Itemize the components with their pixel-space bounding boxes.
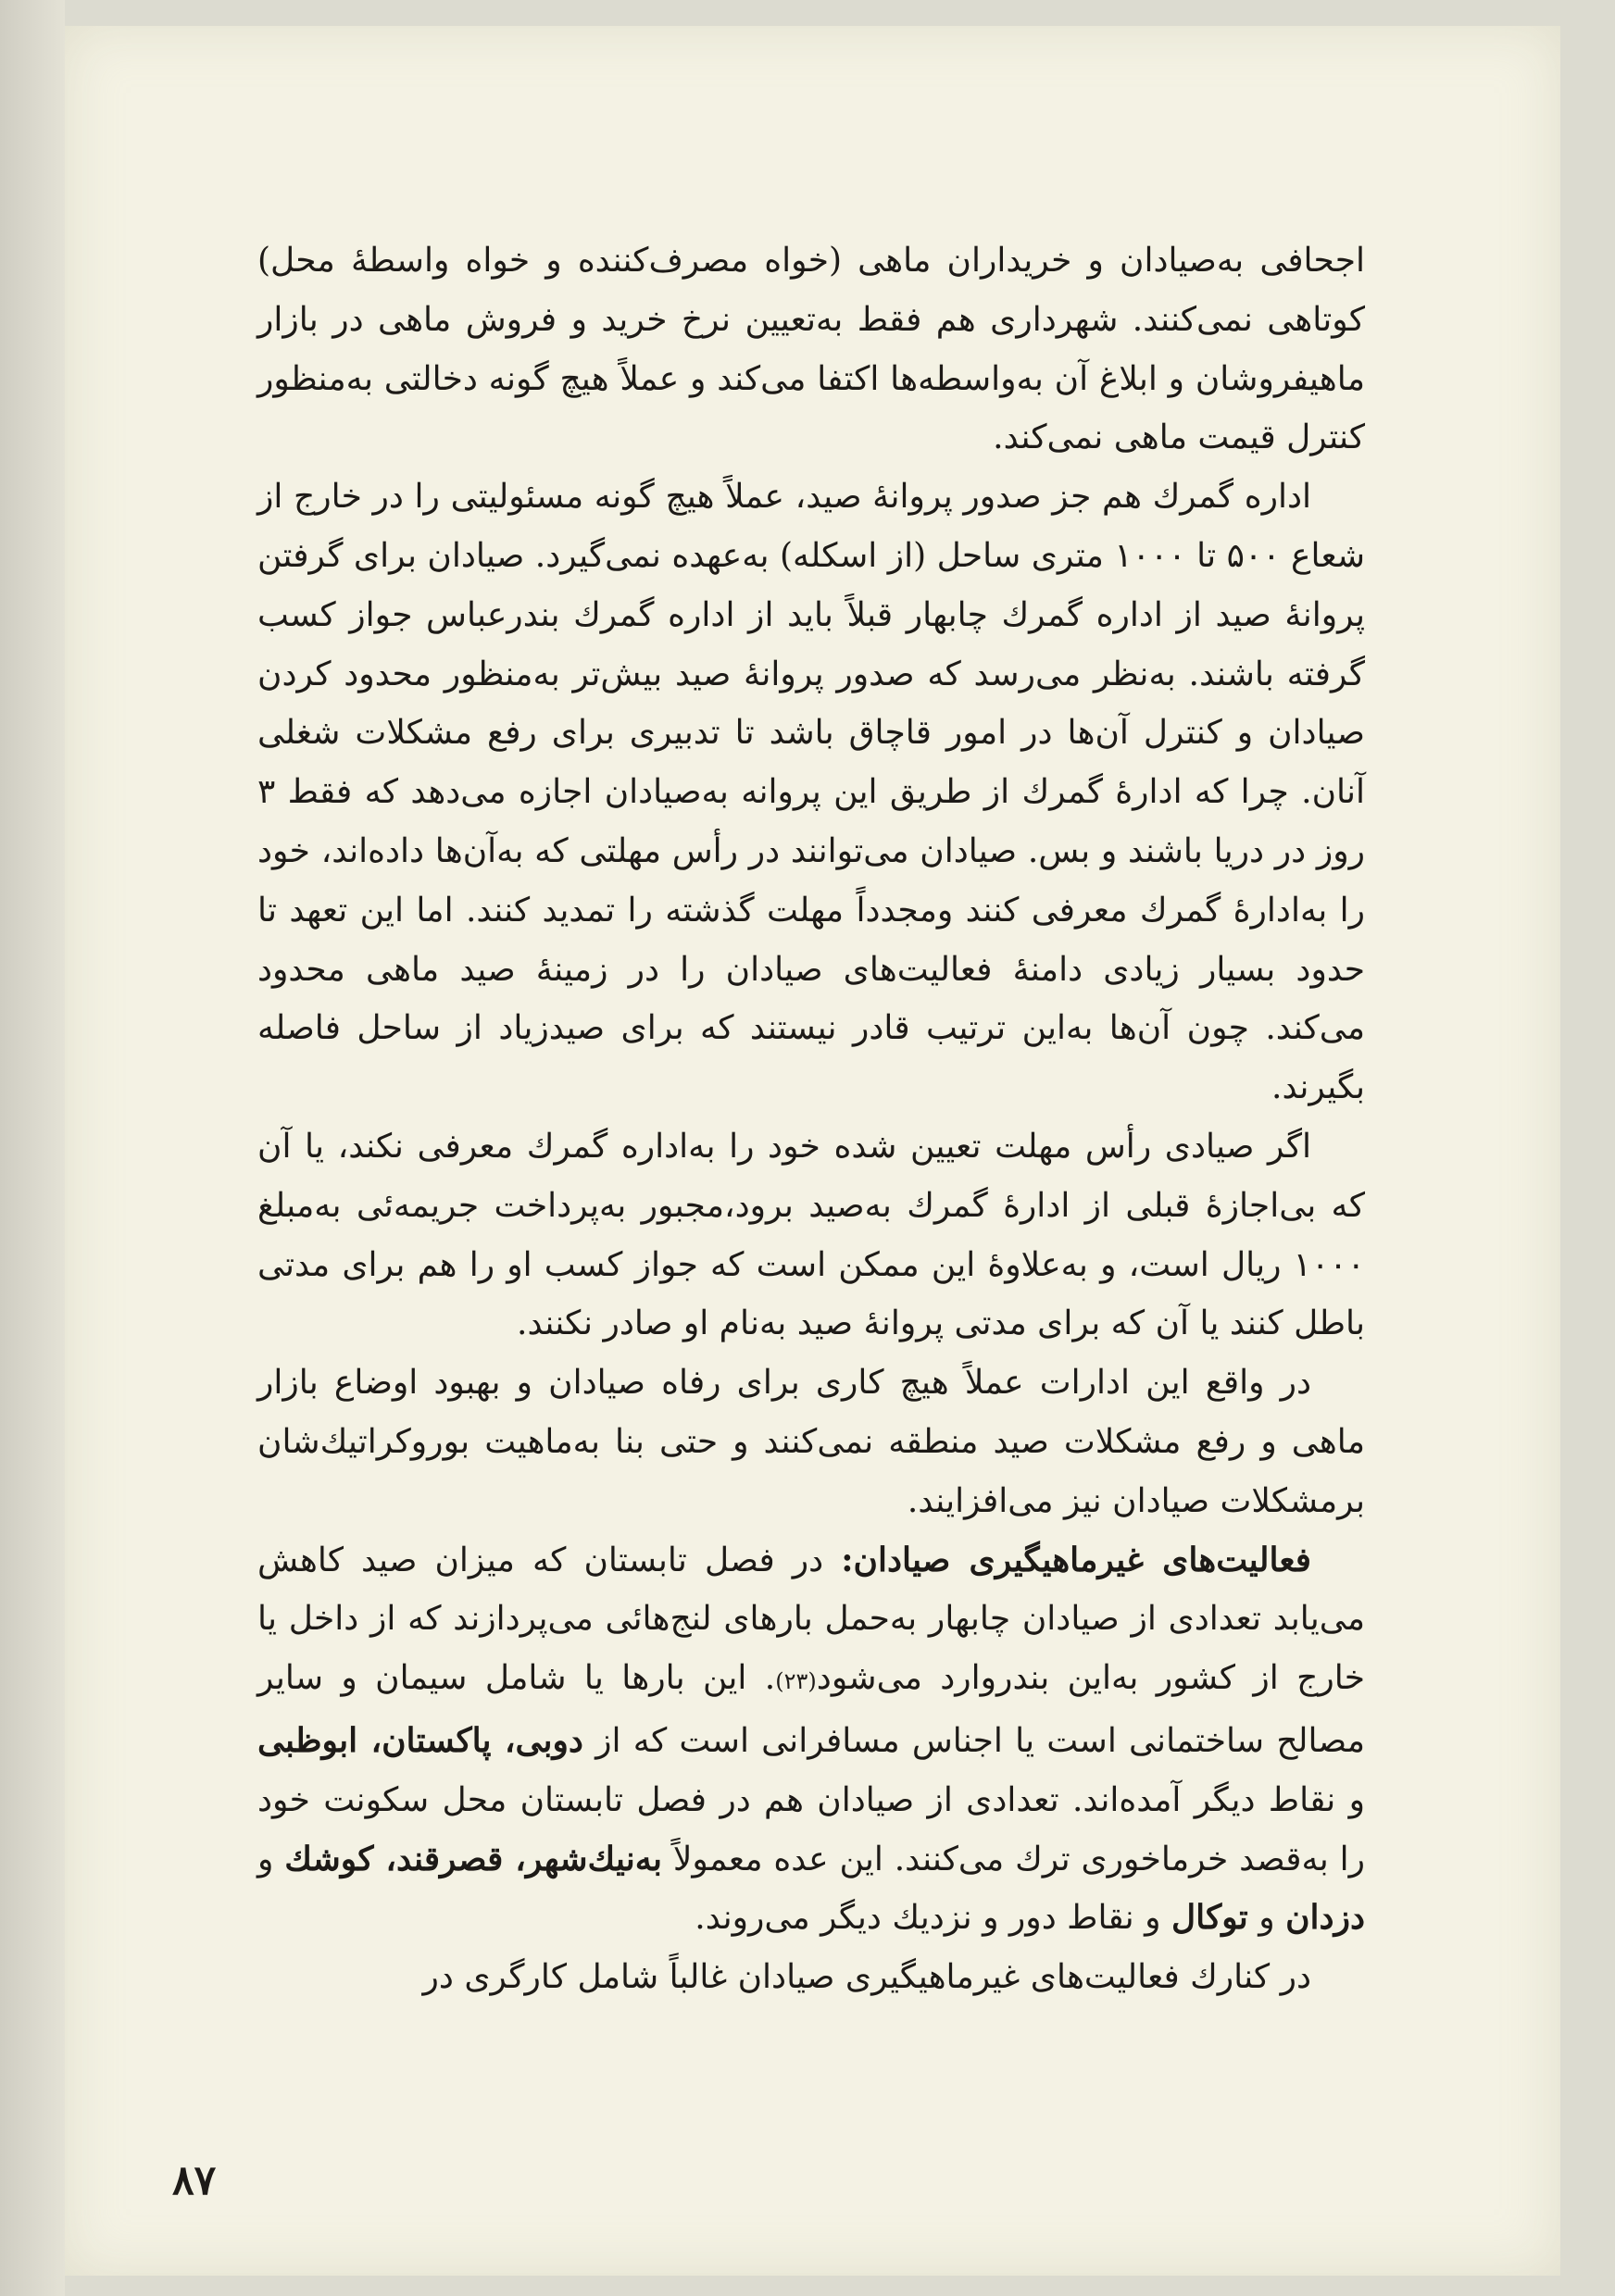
paragraph-5-text-a: در فصل تابستان که میزان صید کاهش می‌یابد تعدادی از صیادان چابهار به‌حمل بارهای لنج‌هائی می‌پردازند که از داخل یا خارج از کشور به‌این بندروارد می‌شود [257, 1541, 1365, 1698]
page-body [257, 231, 1365, 2007]
paragraph-2: اداره گمرك هم جز صدور پروانهٔ صید، عملاً هیچ گونه مسئولیتی را در خارج از شعاع ۵۰۰ تا ۱۰۰۰ متری ساحل (از اسکله) به‌عهده نمی‌گیرد. صیادان برای گرفتن پروانهٔ صید از اداره گمرك چابهار قبلاً باید از اداره گمرك بندرعباس جواز کسب گرفته باشند. به‌نظر می‌رسد که صدور پروانهٔ صید بیش‌تر به‌منظور محدود کردن صیادان و کنترل آن‌ها در امور قاچاق باشد تا تدبیری برای رفع مشکلات شغلی آنان. چرا که ادارهٔ گمرك از طریق این پروانه به‌صیادان اجازه می‌دهد که فقط ۳ روز در دریا باشند و بس. صیادان می‌توانند در رأس مهلتی که به‌آن‌ها داده‌اند، خود را به‌ادارهٔ گمرك معرفی کنند ومجدداً مهلت گذشته را تمدید کنند. اما این تعهد تا حدود بسیار زیادی دامنهٔ فعالیت‌های صیادان را در زمینهٔ صید ماهی محدود می‌کند. چون آن‌ها به‌این ترتیب قادر نیستند که برای صیدزیاد از ساحل فاصله بگیرند. [257, 478, 1366, 1107]
paragraph-4: در واقع این ادارات عملاً هیچ کاری برای رفاه صیادان و بهبود اوضاع بازار ماهی و رفع مشکلات صید منطقه نمی‌کنند و حتی بنا به‌ماهیت بوروکراتیك‌شان برمشکلات صیادان نیز می‌افزایند. [257, 1364, 1365, 1520]
paragraph-3: اگر صیادی رأس مهلت تعیین شده خود را به‌اداره گمرك معرفی نکند، یا آن که بی‌اجازهٔ قبلی از ادارهٔ گمرك به‌صید برود،مجبور به‌پرداخت جریمه‌ئی به‌مبلغ ۱۰۰۰ ریال است، و به‌علاوهٔ این ممکن است که جواز کسب او را هم برای مدتی باطل کنند یا آن که برای مدتی پروانهٔ صید به‌نام او صادر نکنند. [257, 1127, 1365, 1343]
section-heading: فعالیت‌های غیرماهیگیری صیادان: [841, 1540, 1311, 1579]
paragraph-6: در کنارك فعالیت‌های غیرماهیگیری صیادان غالباً شامل کارگری در [422, 1958, 1311, 1997]
page-number: ۸۷ [172, 2157, 217, 2204]
paragraph-5-text-c: و نقاط دیگر آمده‌اند. تعدادی از صیادان هم در فصل تابستان محل سکونت خود را به‌قصد خرماخوری ترك می‌کنند. این عده معمولاً [257, 1780, 1366, 1878]
scan-edge [0, 0, 65, 2296]
paragraph-5 [257, 1531, 1365, 1949]
paragraph-5-text-b: . این بارها یا شامل سیمان و سایر مصالح ساختمانی است یا اجناس مسافرانی است که از [257, 1659, 1365, 1760]
paragraph-5-text-d: و [257, 1840, 285, 1878]
footnote-ref: (۲۳) [775, 1668, 817, 1695]
paragraph-1: اجحافی به‌صیادان و خریداران ماهی (خواه مصرف‌کننده و خواه واسطهٔ محل) کوتاهی نمی‌کنند. شهرداری هم فقط به‌تعیین نرخ خرید و فروش ماهی در بازار ماهیفروشان و ابلاغ آن به‌واسطه‌ها اکتفا می‌کند و عملاً هیچ گونه دخالتی به‌منظور کنترل قیمت ماهی نمی‌کند. [257, 242, 1365, 457]
paragraph-5-text-f: و نقاط دور و نزدیك دیگر می‌روند. [695, 1899, 1171, 1938]
place-name-4: توکال [1171, 1898, 1248, 1938]
place-names-1: دوبی، پاکستان، ابوظبی [257, 1720, 583, 1760]
place-name-3: دزدان [1285, 1898, 1365, 1938]
place-names-2: به‌نیك‌شهر، قصرقند، کوشك [284, 1839, 663, 1878]
paragraph-5-text-e: و [1247, 1899, 1286, 1938]
